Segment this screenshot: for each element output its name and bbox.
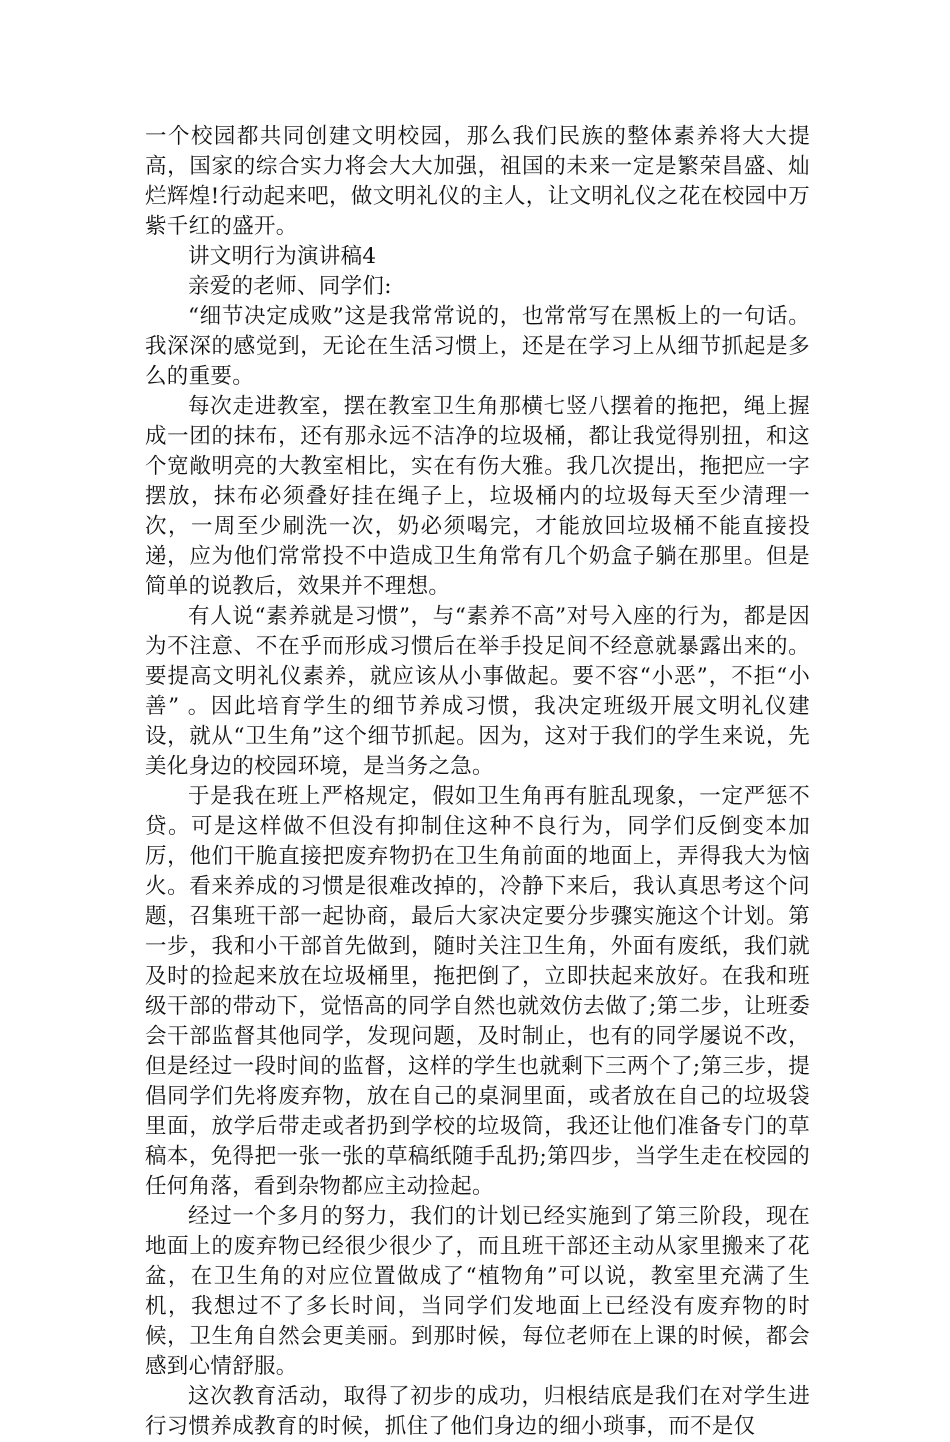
paragraph-1: 一个校园都共同创建文明校园，那么我们民族的整体素养将大大提高，国家的综合实力将会大大加强，祖国的未来一定是繁荣昌盛、灿烂辉煌!行动起来吧，做文明礼仪的主人，让文明礼仪之花在校园中万紫千红的盛开。 <box>145 124 810 239</box>
paragraph-8: 经过一个多月的努力，我们的计划已经实施到了第三阶段，现在地面上的废弃物已经很少很少了，而且班干部还主动从家里搬来了花盆，在卫生角的对应位置做成了“植物角”可以说，教室里充满了生机，我想过不了多长时间，当同学们发地面上已经没有废弃物的时候，卫生角自然会更美丽。到那时候，每位老师在上课的时候，都会感到心情舒服。 <box>145 1204 810 1379</box>
section-title: 讲文明行为演讲稿4 <box>188 244 377 269</box>
paragraph-4: “细节决定成败”这是我常常说的，也常常写在黑板上的一句话。我深深的感觉到，无论在生活习惯上，还是在学习上从细节抓起是多么的重要。 <box>145 304 810 389</box>
salutation: 亲爱的老师、同学们: <box>188 274 392 299</box>
document-body <box>145 122 810 1442</box>
paragraph-6: 有人说“素养就是习惯”，与“素养不高”对号入座的行为，都是因为不注意、不在乎而形成习惯后在举手投足间不经意就暴露出来的。要提高文明礼仪素养，就应该从小事做起。要不容“小恶”，不拒“小善” 。因此培育学生的细节养成习惯，我决定班级开展文明礼仪建设，就从“卫生角”这个细节抓起。因为，这对于我们的学生来说，先美化身边的校园环境，是当务之急。 <box>145 604 810 779</box>
paragraph-5: 每次走进教室，摆在教室卫生角那横七竖八摆着的拖把，绳上握成一团的抹布，还有那永远不洁净的垃圾桶，都让我觉得别扭，和这个宽敞明亮的大教室相比，实在有伤大雅。我几次提出，拖把应一字摆放，抹布必须叠好挂在绳子上，垃圾桶内的垃圾每天至少清理一次，一周至少刷洗一次，奶必须喝完，才能放回垃圾桶不能直接投递，应为他们常常投不中造成卫生角常有几个奶盒子躺在那里。但是简单的说教后，效果并不理想。 <box>145 394 810 599</box>
paragraph-7: 于是我在班上严格规定，假如卫生角再有脏乱现象，一定严惩不贷。可是这样做不但没有抑制住这种不良行为，同学们反倒变本加厉，他们干脆直接把废弃物扔在卫生角前面的地面上，弄得我大为恼火。看来养成的习惯是很难改掉的，冷静下来后，我认真思考这个问题，召集班干部一起协商，最后大家决定要分步骤实施这个计划。第一步，我和小干部首先做到，随时关注卫生角，外面有废纸，我们就及时的捡起来放在垃圾桶里，拖把倒了，立即扶起来放好。在我和班级干部的带动下，觉悟高的同学自然也就效仿去做了;第二步，让班委会干部监督其他同学，发现问题，及时制止，也有的同学屡说不改，但是经过一段时间的监督，这样的学生也就剩下三两个了;第三步，提倡同学们先将废弃物，放在自己的桌洞里面，或者放在自己的垃圾袋里面，放学后带走或者扔到学校的垃圾筒，我还让他们准备专门的草稿本，免得把一张一张的草稿纸随手乱扔;第四步，当学生走在校园的任何角落，看到杂物都应主动捡起。 <box>145 784 810 1199</box>
paragraph-9: 这次教育活动，取得了初步的成功，归根结底是我们在对学生进行习惯养成教育的时候，抓住了他们身边的细小琐事，而不是仅 <box>145 1384 810 1439</box>
